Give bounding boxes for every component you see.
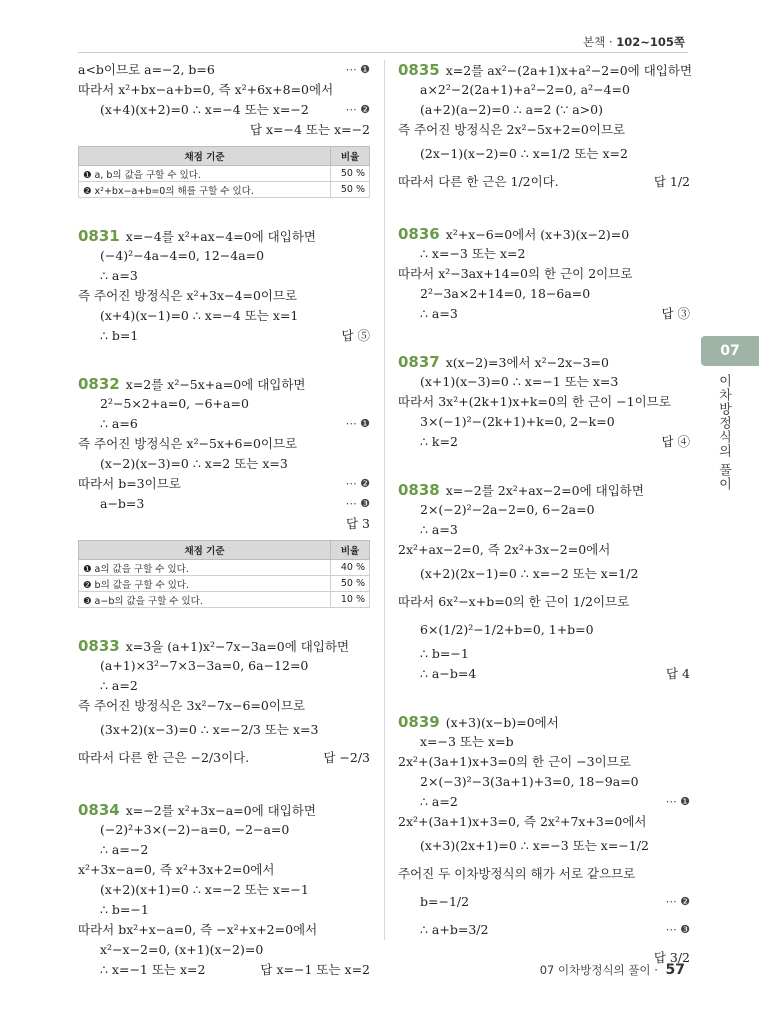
solution-line: (x−2)(x−3)=0 ∴ x=2 또는 x=3 <box>100 456 288 471</box>
solution-line: 2×(−2)²−2a−2=0, 6−2a=0 <box>420 502 595 517</box>
solution-line: (x+4)(x−1)=0 ∴ x=−4 또는 x=1 <box>100 308 299 323</box>
solution-line: 따라서 bx²+x−a=0, 즉 −x²+x+2=0에서 <box>78 922 318 937</box>
solution-line: 따라서 x²+bx−a+b=0, 즉 x²+6x+8=0에서 <box>78 82 334 97</box>
chapter-tab-title: 이차방정식의 풀이 <box>716 374 731 492</box>
solution-line: ∴ a−b=4 답 4 <box>420 666 690 681</box>
solution-line: 3×(−1)²−(2k+1)+k=0, 2−k=0 <box>420 414 615 429</box>
solution-line: 즉 주어진 방정식은 2x²−5x+2=0이므로 <box>398 122 626 137</box>
solution-line: 따라서 다른 한 근은 −2/3이다. 답 −2/3 <box>78 750 370 765</box>
solution-line: 2x²+ax−2=0, 즉 2x²+3x−2=0에서 <box>398 542 611 557</box>
solution-line: ∴ a=3 답 ③ <box>420 306 690 321</box>
solution-line: ∴ a=6 ⋯ ❶ <box>100 416 370 431</box>
solution-line: a×2²−2(2a+1)+a²−2=0, a²−4=0 <box>420 82 630 97</box>
problem-0835: 0835 x=2를 ax²−(2a+1)x+a²−2=0에 대입하면 <box>398 61 693 79</box>
solution-line: (2x−1)(x−2)=0 ∴ x=1/2 또는 x=2 <box>420 146 628 161</box>
solution-line: (x+2)(x+1)=0 ∴ x=−2 또는 x=−1 <box>100 882 309 897</box>
page-footer: 07 이차방정식의 풀이 · 57 <box>539 962 685 978</box>
solution-line: ∴ a=2 ⋯ ❶ <box>420 794 690 809</box>
problem-0831: 0831 x=−4를 x²+ax−4=0에 대입하면 <box>78 227 316 245</box>
problem-0839: 0839 (x+3)(x−b)=0에서 <box>398 713 559 731</box>
solution-line: x²+3x−a=0, 즉 x²+3x+2=0에서 <box>78 862 275 877</box>
solution-line: ∴ x=−1 또는 x=2 답 x=−1 또는 x=2 <box>100 962 370 977</box>
solution-line: ∴ a=3 <box>100 268 138 283</box>
problem-0837: 0837 x(x−2)=3에서 x²−2x−3=0 <box>398 353 609 371</box>
solution-line: 따라서 다른 한 근은 1/2이다. 답 1/2 <box>398 174 690 189</box>
solution-line: 2x²+(3a+1)x+3=0, 즉 2x²+7x+3=0에서 <box>398 814 647 829</box>
solution-line: 즉 주어진 방정식은 3x²−7x−6=0이므로 <box>78 698 306 713</box>
solution-line: 따라서 x²−3ax+14=0의 한 근이 2이므로 <box>398 266 633 281</box>
solution-line: (a+1)×3²−7×3−3a=0, 6a−12=0 <box>100 658 309 673</box>
solution-line: ∴ a=3 <box>420 522 458 537</box>
solution-line: 따라서 b=3이므로 ⋯ ❷ <box>78 476 370 491</box>
problem-0838: 0838 x=−2를 2x²+ax−2=0에 대입하면 <box>398 481 644 499</box>
solution-line: 6×(1/2)²−1/2+b=0, 1+b=0 <box>420 622 594 637</box>
header-rule <box>78 52 688 53</box>
solution-line: 주어진 두 이차방정식의 해가 서로 같으므로 <box>398 866 636 881</box>
solution-line: b=−1/2 ⋯ ❷ <box>420 894 690 909</box>
solution-line: ∴ x=−3 또는 x=2 <box>420 246 526 261</box>
solution-line: ∴ b=1 답 ⑤ <box>100 328 370 343</box>
problem-0836: 0836 x²+x−6=0에서 (x+3)(x−2)=0 <box>398 225 630 243</box>
answer-line: 답 x=−4 또는 x=−2 <box>249 122 370 137</box>
answer-line: 답 3/2 <box>653 950 690 965</box>
solution-line: (x+4)(x+2)=0 ∴ x=−4 또는 x=−2 ⋯ ❷ <box>100 102 370 117</box>
left-column <box>78 60 370 980</box>
solution-line: (x+3)(2x+1)=0 ∴ x=−3 또는 x=−1/2 <box>420 838 649 853</box>
right-column <box>398 60 693 972</box>
answer-line: 답 3 <box>345 516 370 531</box>
solution-line: ∴ a=2 <box>100 678 138 693</box>
page-header: 본책 · 102~105쪽 <box>583 35 685 49</box>
solution-line: 즉 주어진 방정식은 x²+3x−4=0이므로 <box>78 288 298 303</box>
solution-line: (a+2)(a−2)=0 ∴ a=2 (∵ a>0) <box>420 102 604 117</box>
solution-line: ∴ a+b=3/2 ⋯ ❸ <box>420 922 690 937</box>
solution-line: 따라서 6x²−x+b=0의 한 근이 1/2이므로 <box>398 594 630 609</box>
scoring-table: 채점 기준 비율 ❶ a, b의 값을 구할 수 있다. 50 % ❷ x²+bx−a+b=0의 해를 구할 수 있다. 50 % <box>78 146 370 198</box>
solution-line: (x+1)(x−3)=0 ∴ x=−1 또는 x=3 <box>420 374 619 389</box>
solution-line: ∴ a=−2 <box>100 842 149 857</box>
solution-line: (−4)²−4a−4=0, 12−4a=0 <box>100 248 265 263</box>
solution-line: a−b=3 ⋯ ❸ <box>100 496 370 511</box>
problem-0834: 0834 x=−2를 x²+3x−a=0에 대입하면 <box>78 801 316 819</box>
solution-line: 2²−3a×2+14=0, 18−6a=0 <box>420 286 591 301</box>
solution-line: 즉 주어진 방정식은 x²−5x+6=0이므로 <box>78 436 298 451</box>
chapter-tab: 07 <box>701 336 759 366</box>
solution-line: 2x²+(3a+1)x+3=0의 한 근이 −3이므로 <box>398 754 631 769</box>
scoring-table: 채점 기준 비율 ❶ a의 값을 구할 수 있다. 40 % ❷ b의 값을 구할 수 있다. 50 % ❸ a−b의 값을 구할 수 있다. 10 % <box>78 540 370 608</box>
solution-line: x²−x−2=0, (x+1)(x−2)=0 <box>100 942 264 957</box>
solution-line: ∴ k=2 답 ④ <box>420 434 690 449</box>
solution-line: a<b이므로 a=−2, b=6 ⋯ ❶ <box>78 62 370 77</box>
solution-line: 따라서 3x²+(2k+1)x+k=0의 한 근이 −1이므로 <box>398 394 671 409</box>
solution-line: 2²−5×2+a=0, −6+a=0 <box>100 396 249 411</box>
solution-line: (x+2)(2x−1)=0 ∴ x=−2 또는 x=1/2 <box>420 566 639 581</box>
solution-line: ∴ b=−1 <box>100 902 149 917</box>
solution-line: ∴ b=−1 <box>420 646 469 661</box>
problem-0832: 0832 x=2를 x²−5x+a=0에 대입하면 <box>78 375 306 393</box>
solution-line: x=−3 또는 x=b <box>420 734 514 749</box>
solution-line: 2×(−3)²−3(3a+1)+3=0, 18−9a=0 <box>420 774 639 789</box>
solution-line: (−2)²+3×(−2)−a=0, −2−a=0 <box>100 822 290 837</box>
problem-0833: 0833 x=3을 (a+1)x²−7x−3a=0에 대입하면 <box>78 637 350 655</box>
column-divider <box>384 60 385 940</box>
solution-line: (3x+2)(x−3)=0 ∴ x=−2/3 또는 x=3 <box>100 722 319 737</box>
